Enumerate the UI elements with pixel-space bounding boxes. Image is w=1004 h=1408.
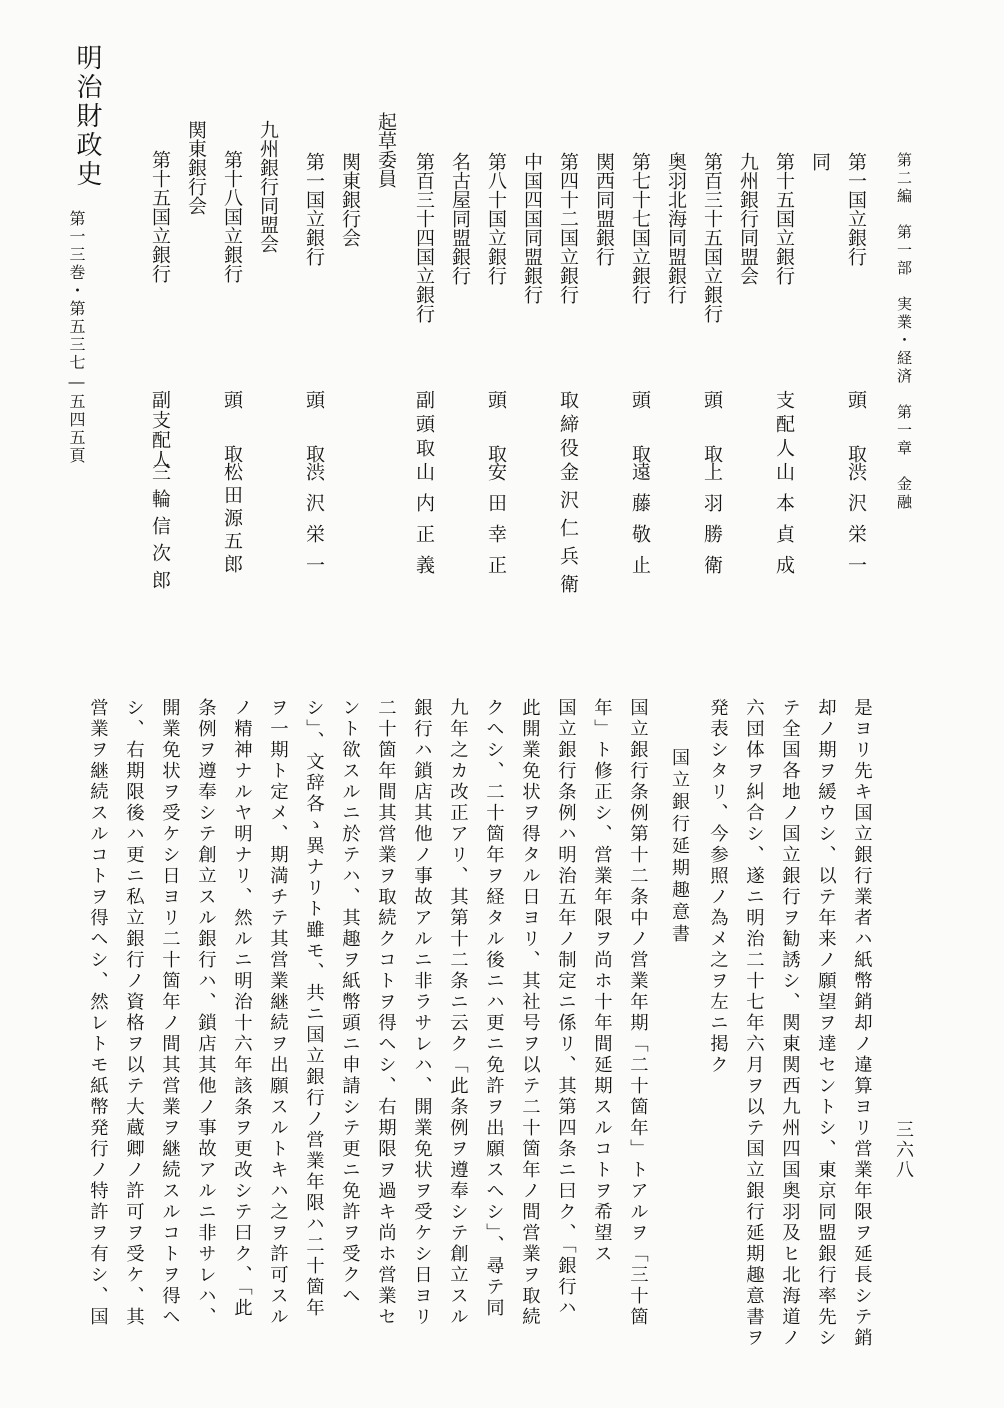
body-line: 六団体ヲ糾合シ、遂ニ明治二十七年六月ヲ以テ国立銀行延期趣意書ヲ (743, 698, 765, 1349)
signatory-title: 頭 取 (701, 390, 723, 471)
signatory-name: 渋沢栄一 (845, 462, 867, 586)
source-title: 明治財政史 (72, 44, 102, 189)
body-line: 開業免状ヲ受ケシ日ヨリ二十箇年ノ間其営業ヲ継続スルコトヲ得ヘ (159, 698, 181, 1328)
body-line: クヘシ、二十箇年ヲ経タル後ニハ更ニ免許ヲ出願スヘシ」、尋テ同 (483, 698, 505, 1319)
signatory-bank: 第四十二国立銀行 (557, 152, 579, 304)
signatory-title: 頭 取 (303, 390, 325, 471)
signatory-name: 渋沢栄一 (303, 462, 325, 586)
body-line: 九年之カ改正アリ、其第十二条ニ云ク「此条例ヲ遵奉シテ創立スル (447, 698, 469, 1328)
signatory-bank: 第八十国立銀行 (485, 152, 507, 285)
signatory-name: 三輪信次郎 (149, 462, 171, 597)
document-title: 国立銀行延期趣意書 (669, 748, 690, 946)
body-line: 発表シタリ、今参照ノ為メ之ヲ左ニ掲ク (707, 698, 729, 1076)
body-line: 年」ト修正シ、営業年限ヲ尚ホ十年間延期スルコトヲ希望ス (591, 698, 613, 1265)
signatory-title: 副支配人 (149, 390, 171, 470)
signatory-bank: 第百三十四国立銀行 (413, 152, 435, 323)
signatory-org: 中国四国同盟銀行 (521, 152, 543, 304)
signatory-org: 九州銀行同盟会 (257, 120, 279, 253)
body-line: 国立銀行条例ハ明治五年ノ制定ニ係リ、其第四条ニ曰ク、「銀行ハ (555, 698, 577, 1319)
signatory-title: 副頭取 (413, 390, 435, 462)
signatory-name: 山本貞成 (773, 462, 795, 586)
signatory-org: 名古屋同盟銀行 (449, 152, 471, 285)
body-line: ノ精神ナルヤ明ナリ、然ルニ明治十六年該条ヲ更改シテ曰ク、「此 (231, 698, 253, 1319)
source-volume-pages: 第一三巻・第五三七―五四五頁 (67, 210, 86, 465)
body-line: 銀行ハ鎖店其他ノ事故アルニ非ラサレハ、開業免状ヲ受ケシ日ヨリ (411, 698, 433, 1328)
body-line: 二十箇年間其営業ヲ取続クコトヲ得ヘシ、右期限ヲ過キ尚ホ営業セ (375, 698, 397, 1328)
signatory-org: 関西同盟銀行 (593, 152, 615, 266)
body-line: シ」、文辞各ゝ異ナリト雖モ、共ニ国立銀行ノ営業年限ハ二十箇年 (303, 698, 325, 1319)
signatory-bank: 第七十七国立銀行 (629, 152, 651, 304)
body-line: シ、右期限後ハ更ニ私立銀行ノ資格ヲ以テ大蔵卿ノ許可ヲ受ケ、其 (123, 698, 145, 1328)
signatory-title: 支配人 (773, 390, 795, 462)
signatory-org: 奥羽北海同盟銀行 (665, 152, 687, 304)
signatory-name: 安田幸正 (485, 462, 507, 586)
signatory-bank: 第一国立銀行 (845, 152, 867, 266)
signatory-name: 松田源五郎 (221, 462, 243, 577)
signatory-org: 九州銀行同盟会 (737, 152, 759, 285)
drafting-committee-label: 起草委員 (375, 112, 397, 188)
signatory-bank: 第十五国立銀行 (773, 152, 795, 285)
body-line: 条例ヲ遵奉シテ創立スル銀行ハ、鎖店其他ノ事故アルニ非サレハ、 (195, 698, 217, 1328)
body-line: 是ヨリ先キ国立銀行業者ハ紙幣銷却ノ違算ヨリ営業年限ヲ延長シテ銷 (851, 698, 873, 1349)
signatory-title: 頭 取 (845, 390, 867, 471)
signatory-title: 頭 取 (629, 390, 651, 471)
signatory-title: 頭 取 (221, 390, 243, 471)
signatory-org: 関東銀行会 (185, 120, 207, 215)
body-line: 却ノ期ヲ緩ウシ、以テ年来ノ願望ヲ達セントシ、東京同盟銀行率先シ (815, 698, 837, 1349)
signatory-name: 遠藤敬止 (629, 462, 651, 586)
body-line: 営業ヲ継続スルコトヲ得ヘシ、然レトモ紙幣発行ノ特許ヲ有シ、国 (87, 698, 109, 1328)
signatory-bank: 第一国立銀行 (303, 152, 325, 266)
signatory-name: 金沢仁兵衛 (557, 462, 579, 602)
body-line: 此開業免状ヲ得タル日ヨリ、其社号ヲ以テ二十箇年ノ間営業ヲ取続 (519, 698, 541, 1328)
signatory-bank: 第十八国立銀行 (221, 150, 243, 283)
page-number: 三六八 (893, 1120, 914, 1180)
signatory-title: 頭 取 (485, 390, 507, 471)
signatory-bank: 第百三十五国立銀行 (701, 152, 723, 323)
signatory-name: 山内正義 (413, 462, 435, 586)
body-line: ント欲スルニ於テハ、其趣ヲ紙幣頭ニ申請シテ更ニ免許ヲ受クヘ (339, 698, 361, 1307)
signatory-name: 上羽勝衛 (701, 462, 723, 586)
running-head: 第二編 第一部 実業・経済 第一章 金融 (895, 152, 913, 512)
signatory-org: 同 (809, 152, 831, 171)
body-line: テ全国各地ノ国立銀行ヲ勧誘シ、関東関西九州四国奥羽及ヒ北海道ノ (779, 698, 801, 1349)
signatory-title: 取締役 (557, 390, 579, 462)
body-line: ヲ一期ト定メ、期満チテ其営業継続ヲ出願スルトキハ之ヲ許可スル (267, 698, 289, 1328)
signatory-bank: 第十五国立銀行 (149, 150, 171, 283)
signatory-org: 関東銀行会 (339, 152, 361, 247)
body-line: 国立銀行条例第十二条中ノ営業年期「二十箇年」トアルヲ「三十箇 (627, 698, 649, 1328)
